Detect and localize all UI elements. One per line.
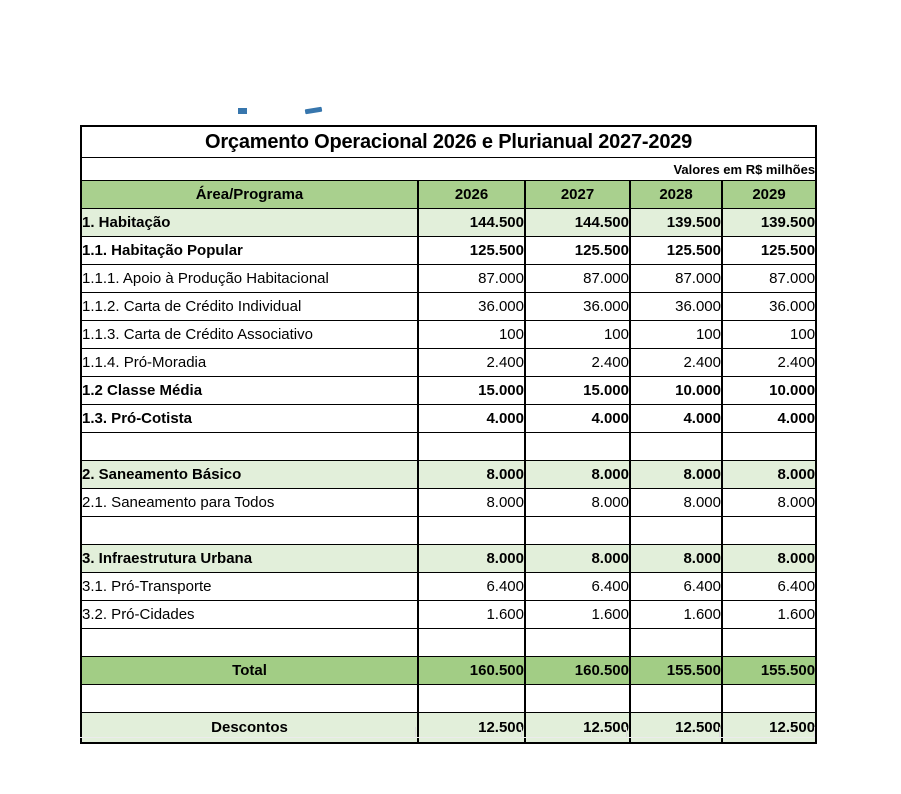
cell-value	[630, 517, 722, 545]
table-title-row	[81, 126, 816, 158]
table-row	[81, 657, 816, 685]
table-row	[81, 209, 816, 237]
cell-value: 87.000	[418, 265, 525, 293]
row-label: 2.1. Saneamento para Todos	[81, 489, 418, 517]
row-label	[81, 433, 418, 461]
row-label: 3. Infraestrutura Urbana	[81, 545, 418, 573]
cell-value: 4.000	[722, 405, 816, 433]
cell-value: 8.000	[630, 489, 722, 517]
cell-value: 8.000	[525, 545, 630, 573]
cell-value: 12.500	[418, 713, 525, 744]
table-row	[81, 601, 816, 629]
table-row	[81, 321, 816, 349]
cell-value: 1.600	[418, 601, 525, 629]
cell-value: 6.400	[418, 573, 525, 601]
cell-value: 1.600	[630, 601, 722, 629]
table-row	[81, 685, 816, 713]
cell-value: 36.000	[722, 293, 816, 321]
cell-value: 4.000	[418, 405, 525, 433]
table-body	[81, 126, 816, 743]
cell-value	[525, 629, 630, 657]
cell-value: 8.000	[722, 545, 816, 573]
cell-value: 87.000	[525, 265, 630, 293]
row-label: Descontos	[81, 713, 418, 744]
cell-value: 1.600	[525, 601, 630, 629]
cell-value: 155.500	[630, 657, 722, 685]
table-row	[81, 293, 816, 321]
table-row	[81, 517, 816, 545]
row-label	[81, 685, 418, 713]
cell-value	[525, 685, 630, 713]
cropped-heading-fragment	[305, 107, 323, 115]
cell-value: 10.000	[722, 377, 816, 405]
cell-value	[722, 433, 816, 461]
cell-value	[722, 629, 816, 657]
cell-value	[722, 685, 816, 713]
column-header-area: Área/Programa	[81, 181, 418, 209]
row-label: 1.3. Pró-Cotista	[81, 405, 418, 433]
unit-note: Valores em R$ milhões	[81, 158, 816, 181]
cell-value: 2.400	[630, 349, 722, 377]
cell-value: 8.000	[418, 489, 525, 517]
unit-note-row	[81, 158, 816, 181]
cell-value: 160.500	[525, 657, 630, 685]
cell-value: 12.500	[722, 713, 816, 744]
cell-value	[630, 685, 722, 713]
table-title: Orçamento Operacional 2026 e Plurianual 2027-2029	[81, 126, 816, 158]
cell-value: 10.000	[630, 377, 722, 405]
row-label	[81, 629, 418, 657]
row-label: 1.1.4. Pró-Moradia	[81, 349, 418, 377]
cell-value: 8.000	[525, 489, 630, 517]
row-label: 1.2 Classe Média	[81, 377, 418, 405]
cell-value: 100	[418, 321, 525, 349]
row-label: 1.1. Habitação Popular	[81, 237, 418, 265]
cell-value: 125.500	[418, 237, 525, 265]
table-row	[81, 461, 816, 489]
table-row	[81, 433, 816, 461]
cell-value: 1.600	[722, 601, 816, 629]
cell-value: 8.000	[722, 489, 816, 517]
cell-value	[525, 517, 630, 545]
table-row	[81, 377, 816, 405]
cell-value: 100	[630, 321, 722, 349]
cell-value: 100	[525, 321, 630, 349]
column-header-2028: 2028	[630, 181, 722, 209]
cell-value: 15.000	[525, 377, 630, 405]
cell-value: 8.000	[418, 461, 525, 489]
cell-value: 8.000	[418, 545, 525, 573]
table-row	[81, 573, 816, 601]
cell-value	[722, 517, 816, 545]
row-label: Total	[81, 657, 418, 685]
table-row	[81, 545, 816, 573]
cell-value: 144.500	[418, 209, 525, 237]
cell-value: 100	[722, 321, 816, 349]
row-label: 3.1. Pró-Transporte	[81, 573, 418, 601]
cell-value: 2.400	[722, 349, 816, 377]
row-label: 1. Habitação	[81, 209, 418, 237]
cell-value: 125.500	[525, 237, 630, 265]
cell-value: 8.000	[525, 461, 630, 489]
cell-value: 12.500	[630, 713, 722, 744]
cell-value: 36.000	[630, 293, 722, 321]
budget-table	[80, 125, 817, 744]
cell-value	[418, 685, 525, 713]
cell-value: 36.000	[525, 293, 630, 321]
cell-value: 6.400	[630, 573, 722, 601]
table-row	[81, 237, 816, 265]
cell-value: 4.000	[525, 405, 630, 433]
cell-value: 8.000	[630, 545, 722, 573]
cell-value: 155.500	[722, 657, 816, 685]
cell-value: 15.000	[418, 377, 525, 405]
cell-value	[418, 517, 525, 545]
cell-value: 36.000	[418, 293, 525, 321]
row-label: 2. Saneamento Básico	[81, 461, 418, 489]
cell-value	[630, 629, 722, 657]
cell-value: 2.400	[525, 349, 630, 377]
column-header-row	[81, 181, 816, 209]
cell-value: 139.500	[722, 209, 816, 237]
cell-value: 4.000	[630, 405, 722, 433]
row-label: 1.1.2. Carta de Crédito Individual	[81, 293, 418, 321]
cell-value: 6.400	[525, 573, 630, 601]
cell-value: 139.500	[630, 209, 722, 237]
cell-value: 125.500	[630, 237, 722, 265]
cell-value: 87.000	[630, 265, 722, 293]
cell-value: 8.000	[630, 461, 722, 489]
row-label: 1.1.1. Apoio à Produção Habitacional	[81, 265, 418, 293]
row-label: 3.2. Pró-Cidades	[81, 601, 418, 629]
table-row	[81, 265, 816, 293]
next-row-gridline-stub	[80, 727, 815, 738]
table-row	[81, 489, 816, 517]
cell-value: 12.500	[525, 713, 630, 744]
cell-value: 160.500	[418, 657, 525, 685]
column-header-2027: 2027	[525, 181, 630, 209]
cell-value: 125.500	[722, 237, 816, 265]
column-header-2026: 2026	[418, 181, 525, 209]
cell-value	[630, 433, 722, 461]
row-label: 1.1.3. Carta de Crédito Associativo	[81, 321, 418, 349]
cell-value	[525, 433, 630, 461]
row-label	[81, 517, 418, 545]
cell-value	[418, 629, 525, 657]
table-row	[81, 405, 816, 433]
cell-value	[418, 433, 525, 461]
cell-value: 8.000	[722, 461, 816, 489]
cell-value: 2.400	[418, 349, 525, 377]
table-row	[81, 629, 816, 657]
table-row	[81, 349, 816, 377]
column-header-2029: 2029	[722, 181, 816, 209]
cropped-heading-fragment	[238, 108, 247, 114]
cell-value: 6.400	[722, 573, 816, 601]
cell-value: 87.000	[722, 265, 816, 293]
cell-value: 144.500	[525, 209, 630, 237]
